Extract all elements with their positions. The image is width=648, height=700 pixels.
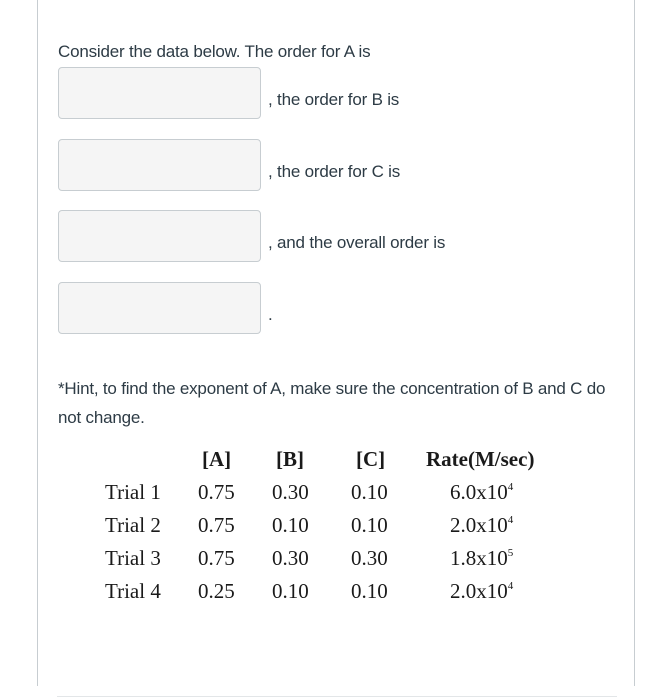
rate-mantissa: 2.0x10 bbox=[450, 579, 508, 603]
after-order-b-text: , the order for C is bbox=[268, 162, 401, 181]
conc-a: 0.25 bbox=[198, 579, 235, 603]
trial-label: Trial 1 bbox=[105, 480, 161, 504]
divider bbox=[57, 696, 617, 697]
conc-b: 0.10 bbox=[272, 579, 309, 603]
conc-a: 0.75 bbox=[198, 513, 235, 537]
rate-value bbox=[450, 513, 513, 538]
conc-b: 0.30 bbox=[272, 546, 309, 570]
rate-exponent: 4 bbox=[507, 514, 514, 526]
conc-a: 0.75 bbox=[198, 480, 235, 504]
hint-text: *Hint, to find the exponent of A, make sure the concentration of B and C do not change. bbox=[58, 379, 606, 427]
rate-exponent: 5 bbox=[507, 547, 514, 559]
conc-c: 0.10 bbox=[351, 579, 388, 603]
overall-order-input[interactable] bbox=[58, 282, 261, 334]
conc-a: 0.75 bbox=[198, 546, 235, 570]
conc-c: 0.10 bbox=[351, 480, 388, 504]
trial-label: Trial 2 bbox=[105, 513, 161, 537]
header-b: [B] bbox=[276, 447, 304, 471]
question-prompt: Consider the data below. The order for A is bbox=[58, 42, 371, 61]
order-b-input[interactable] bbox=[58, 139, 261, 191]
rate-value bbox=[450, 480, 513, 505]
after-order-a-text: , the order for B is bbox=[268, 90, 400, 109]
trial-label: Trial 4 bbox=[105, 579, 161, 603]
rate-mantissa: 2.0x10 bbox=[450, 513, 508, 537]
conc-c: 0.10 bbox=[351, 513, 388, 537]
rate-exponent: 4 bbox=[507, 580, 514, 592]
after-order-c-text: , and the overall order is bbox=[268, 233, 446, 252]
header-rate: Rate(M/sec) bbox=[426, 447, 535, 471]
rate-value bbox=[450, 546, 513, 571]
conc-c: 0.30 bbox=[351, 546, 388, 570]
after-overall-text: . bbox=[268, 305, 273, 324]
order-a-input[interactable] bbox=[58, 67, 261, 119]
header-c: [C] bbox=[356, 447, 386, 471]
conc-b: 0.30 bbox=[272, 480, 309, 504]
rate-mantissa: 6.0x10 bbox=[450, 480, 508, 504]
rate-mantissa: 1.8x10 bbox=[450, 546, 508, 570]
order-c-input[interactable] bbox=[58, 210, 261, 262]
rate-value bbox=[450, 579, 513, 604]
rate-exponent: 4 bbox=[507, 481, 514, 493]
trial-label: Trial 3 bbox=[105, 546, 161, 570]
header-a: [A] bbox=[202, 447, 232, 471]
conc-b: 0.10 bbox=[272, 513, 309, 537]
